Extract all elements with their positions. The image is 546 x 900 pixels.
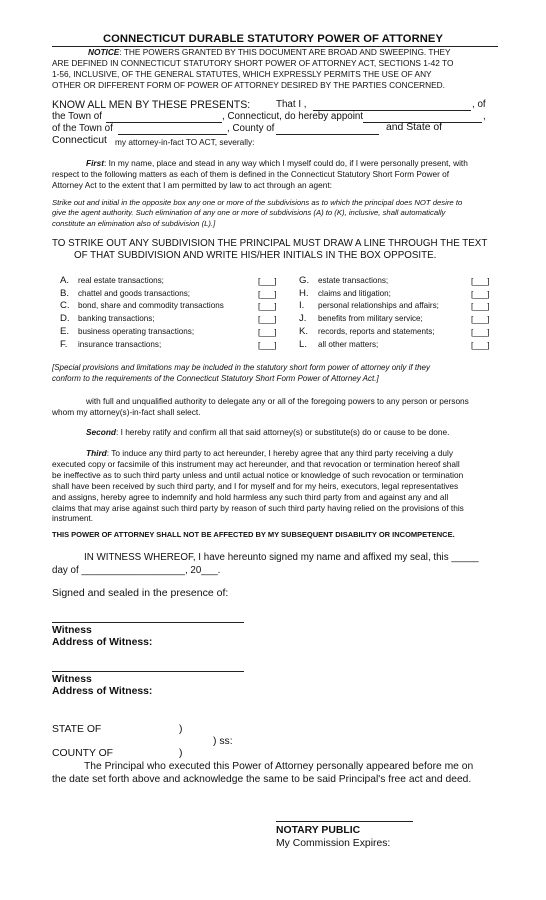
initial-box[interactable]: [___] [258,301,277,311]
subdivision-letter: E. [60,326,70,337]
initial-box[interactable]: [___] [471,301,490,311]
attorney-in-fact-label: my attorney-in-fact TO ACT, severally: [115,137,255,147]
subdivision-text: all other matters; [318,340,379,349]
subdivision-letter: I. [299,300,305,311]
subdivision-text: real estate transactions; [78,276,164,285]
initial-box[interactable]: [___] [471,327,490,337]
acknowledgement: The Principal who executed this Power of Attorney personally appeared before me on the date set forth above and acknowledge the same to be said Principal's free act and deed. [52,761,474,785]
appoint-label: , Connecticut, do hereby appoint [222,111,364,122]
that-i-label: That I , [276,99,307,110]
state-of-label: and State of [386,122,443,133]
notary-signature-line[interactable] [276,821,413,822]
subdivision-text: chattel and goods transactions; [78,289,191,298]
venue-paren: ) [179,748,183,759]
subdivision-letter: D. [60,313,70,324]
third-paragraph: Third: To induce any third party to act hereunder, I hereby agree that any third party receiving a duly executed copy or facsimile of this instrument may act hereunder, and that revocation or termination hereof shall be ineffective as to such third party unless and until actual notice or knowledge of such revocation or termination shall have been received by such third party, and I for myself and for my heirs, executors, legal representatives and assigns, hereby agree to indemnify and hold harmless any such third party from and against any and all claims that may arise against such third party by reason of such third party having relied on the provisions of this instrument. [52,448,464,524]
strike-instruction: TO STRIKE OUT ANY SUBDIVISION THE PRINCIPAL MUST DRAW A LINE THROUGH THE TEXT OF THAT SUBDIVISION AND WRITE HIS/HER INITIALS IN THE BOX OPPOSITE. [52,238,488,261]
second-paragraph: Second: I hereby ratify and confirm all that said attorney(s) or substitute(s) do or cause to be done. [86,427,450,437]
connecticut-label: Connecticut [52,135,107,146]
initial-box[interactable]: [___] [471,289,490,299]
comma: , [483,111,486,122]
signed-sealed-label: Signed and sealed in the presence of: [52,587,229,599]
subdivision-text: business operating transactions; [78,327,195,336]
document-title: CONNECTICUT DURABLE STATUTORY POWER OF ATTORNEY [102,33,444,45]
witness-address-label: Address of Witness: [52,686,153,697]
state-of-label: STATE OF [52,724,102,735]
special-provisions: [Special provisions and limitations may be included in the statutory short form power of attorney only if they conform to the requirements of the Connecticut Statutory Short Form Power of Attorney Act.] [52,363,430,383]
attorney-town-line[interactable] [118,134,227,135]
subdivision-letter: L. [299,339,308,350]
principal-town-line[interactable] [106,122,222,123]
initial-box[interactable]: [___] [471,314,490,324]
subdivision-letter: C. [60,300,70,311]
subdivision-text: claims and litigation; [318,289,391,298]
subdivision-text: insurance transactions; [78,340,162,349]
subdivision-letter: A. [60,275,70,286]
notice-label: NOTICE [88,47,120,57]
commission-expires-label: My Commission Expires: [276,838,391,849]
subdivision-text: records, reports and statements; [318,327,435,336]
witness-address-label: Address of Witness: [52,637,153,648]
durable-statement: THIS POWER OF ATTORNEY SHALL NOT BE AFFECTED BY MY SUBSEQUENT DISABILITY OR INCOMPETENCE. [52,530,455,539]
witness-signature-line[interactable] [52,622,244,623]
notary-label: NOTARY PUBLIC [276,825,361,836]
witness-signature-line[interactable] [52,671,244,672]
subdivision-letter: G. [299,275,310,286]
county-of-label: COUNTY OF [52,748,113,759]
initial-box[interactable]: [___] [258,340,277,350]
witness-clause: IN WITNESS WHEREOF, I have hereunto signed my name and affixed my seal, this _____ day of ___________________, 20___. [52,552,479,576]
witness-label: Witness [52,625,92,636]
of-town-of-label: of the Town of [52,123,113,134]
ss-label: ) ss: [213,736,233,747]
county-of-label: , County of [227,123,275,134]
subdivision-letter: J. [299,313,307,324]
initial-box[interactable]: [___] [471,276,490,286]
subdivision-text: banking transactions; [78,314,155,323]
initial-box[interactable]: [___] [258,289,277,299]
subdivision-text: personal relationships and affairs; [318,301,439,310]
subdivision-text: benefits from military service; [318,314,423,323]
first-paragraph: First: In my name, place and stead in any way which I myself could do, if I were personally present, with respect to the following matters as each of them is defined in the Connecticut Statutory Short Form Power of Attorney Act to the extent that I am permitted by law to act through an agent: [52,158,468,190]
town-of-label: the Town of [52,111,102,122]
of-label: , of [472,99,486,110]
initial-box[interactable]: [___] [471,340,490,350]
subdivision-letter: K. [299,326,309,337]
subdivision-text: estate transactions; [318,276,389,285]
initial-box[interactable]: [___] [258,314,277,324]
subdivision-letter: B. [60,288,70,299]
subdivision-letter: H. [299,288,309,299]
delegate-paragraph: with full and unqualified authority to delegate any or all of the foregoing powers to any person or persons whom my attorney(s)-in-fact shall select. [52,396,469,417]
strike-note: Strike out and initial in the opposite box any one or more of the subdivisions as to which the principal does NOT desire to give the agent authority. Such elimination of any one or more of subdivisions (A) to (K), inclusive, shall automatically constitute an elimination also of subdivision (L).] [52,198,463,228]
notice-paragraph: NOTICE: THE POWERS GRANTED BY THIS DOCUMENT ARE BROAD AND SWEEPING. THEY ARE DEFINED IN CONNECTICUT STATUTORY SHORT POWER OF ATTORNEY ACT, SECTIONS 1-42 TO 1-56, INCLUSIVE, OF THE GENERAL STATUTES, WHICH EXPRESSLY PERMITS THE USE OF ANY OTHER OR DIFFERENT FORM OF POWER OF ATTORNEY DESIRED BY THE PARTIES CONCERNED. [52,47,454,90]
initial-box[interactable]: [___] [258,327,277,337]
witness-label: Witness [52,674,92,685]
know-heading: KNOW ALL MEN BY THESE PRESENTS: [52,99,251,111]
venue-paren: ) [179,724,183,735]
attorney-county-line[interactable] [276,134,379,135]
subdivision-letter: F. [60,339,68,350]
initial-box[interactable]: [___] [258,276,277,286]
subdivision-text: bond, share and commodity transactions [78,301,224,310]
